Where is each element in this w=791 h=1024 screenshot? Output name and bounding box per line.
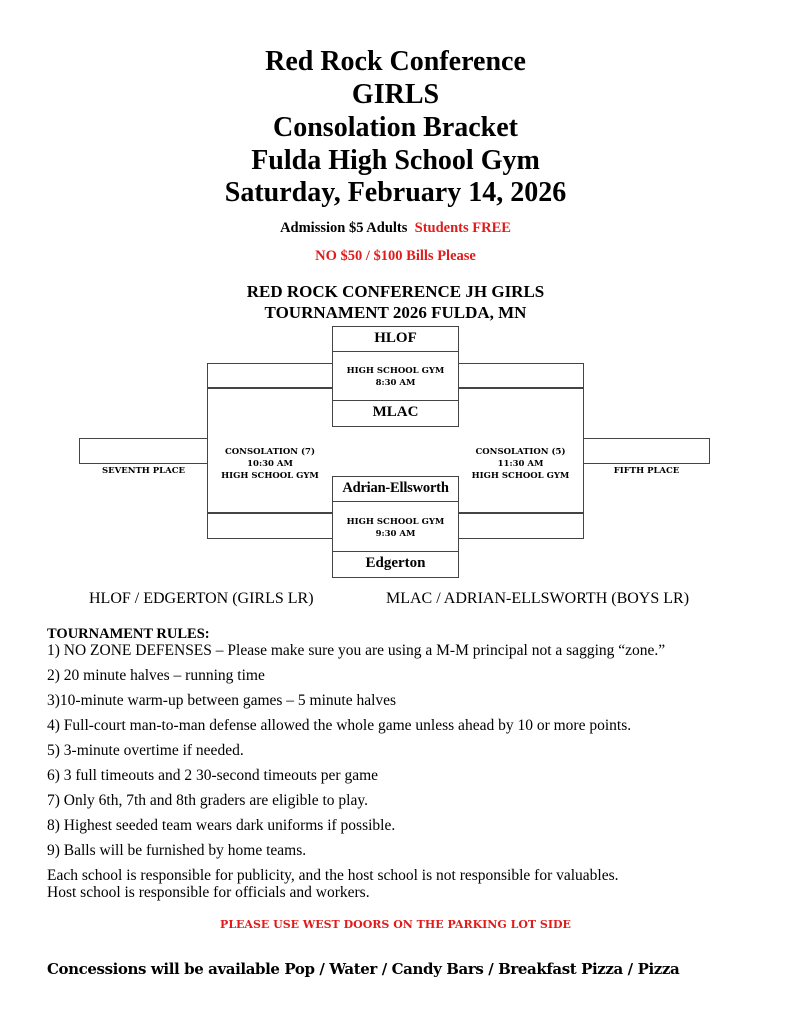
seventh-place-slot bbox=[79, 438, 208, 464]
rule-item: 6) 3 full timeouts and 2 30-second timeouts per game bbox=[47, 767, 379, 784]
admission-students: Students FREE bbox=[414, 220, 511, 236]
rule-item: 2) 20 minute halves – running time bbox=[47, 667, 265, 684]
rules-heading: TOURNAMENT RULES: bbox=[47, 626, 210, 642]
consolation-5-time: 11:30 AM bbox=[497, 459, 544, 469]
boys-lr-note: MLAC / ADRIAN-ELLSWORTH (BOYS LR) bbox=[386, 590, 690, 607]
fifth-place-slot bbox=[583, 438, 710, 464]
game-info bbox=[332, 351, 459, 401]
game-time: 8:30 AM bbox=[375, 378, 416, 388]
consolation-7-venue: HIGH SCHOOL GYM bbox=[221, 471, 319, 481]
rule-item: 3)10-minute warm-up between games – 5 minute halves bbox=[47, 692, 397, 709]
divider bbox=[207, 387, 333, 389]
title-line: Red Rock Conference bbox=[265, 46, 526, 77]
team-slot: Edgerton bbox=[332, 551, 459, 578]
fifth-place-label: FIFTH PLACE bbox=[613, 466, 680, 476]
rule-item: 9) Balls will be furnished by home teams. bbox=[47, 842, 307, 859]
title-line: Consolation Bracket bbox=[273, 112, 518, 143]
rule-item: 4) Full-court man-to-man defense allowed the whole game unless ahead by 10 or more points. bbox=[47, 717, 632, 734]
seventh-place-label: SEVENTH PLACE bbox=[102, 466, 185, 476]
doors-notice: PLEASE USE WEST DOORS ON THE PARKING LOT SIDE bbox=[220, 918, 571, 931]
team-slot: HLOF bbox=[332, 326, 459, 352]
consolation-5-title: CONSOLATION (5) bbox=[475, 447, 566, 457]
rule-item: 8) Highest seeded team wears dark uniforms if possible. bbox=[47, 817, 396, 834]
title-line: Fulda High School Gym bbox=[251, 145, 540, 176]
game-venue: HIGH SCHOOL GYM bbox=[346, 517, 445, 527]
team-slot: Adrian-Ellsworth bbox=[332, 476, 459, 502]
consolation-7-time: 10:30 AM bbox=[247, 459, 293, 469]
rule-item: 7) Only 6th, 7th and 8th graders are eligible to play. bbox=[47, 792, 368, 809]
girls-lr-note: HLOF / EDGERTON (GIRLS LR) bbox=[89, 590, 314, 607]
title-date: Saturday, February 14, 2026 bbox=[224, 177, 567, 208]
rule-item: 1) NO ZONE DEFENSES – Please make sure you are using a M-M principal not a sagging “zone.” bbox=[47, 642, 666, 659]
subtitle-line: TOURNAMENT 2026 FULDA, MN bbox=[264, 303, 527, 322]
game-time: 9:30 AM bbox=[375, 529, 416, 539]
responsibility-line: Host school is responsible for officials and workers. bbox=[47, 884, 370, 901]
team-slot: MLAC bbox=[332, 400, 459, 427]
divider bbox=[207, 512, 333, 514]
divider bbox=[457, 387, 584, 389]
title-line: GIRLS bbox=[351, 79, 440, 110]
game-venue: HIGH SCHOOL GYM bbox=[346, 366, 445, 376]
bills-notice: NO $50 / $100 Bills Please bbox=[315, 248, 476, 264]
admission-adults: Admission $5 Adults bbox=[280, 220, 408, 236]
consolation-5-venue: HIGH SCHOOL GYM bbox=[471, 471, 570, 481]
subtitle-line: RED ROCK CONFERENCE JH GIRLS bbox=[246, 282, 545, 301]
rule-item: 5) 3-minute overtime if needed. bbox=[47, 742, 244, 759]
divider bbox=[457, 512, 584, 514]
game-info bbox=[332, 501, 459, 552]
admission-line bbox=[0, 220, 791, 237]
consolation-7-title: CONSOLATION (7) bbox=[225, 447, 315, 457]
responsibility-line: Each school is responsible for publicity, and the host school is not responsible for valuables. bbox=[47, 867, 619, 884]
concessions-line: Concessions will be available Pop / Water / Candy Bars / Breakfast Pizza / Pizza bbox=[47, 960, 680, 978]
